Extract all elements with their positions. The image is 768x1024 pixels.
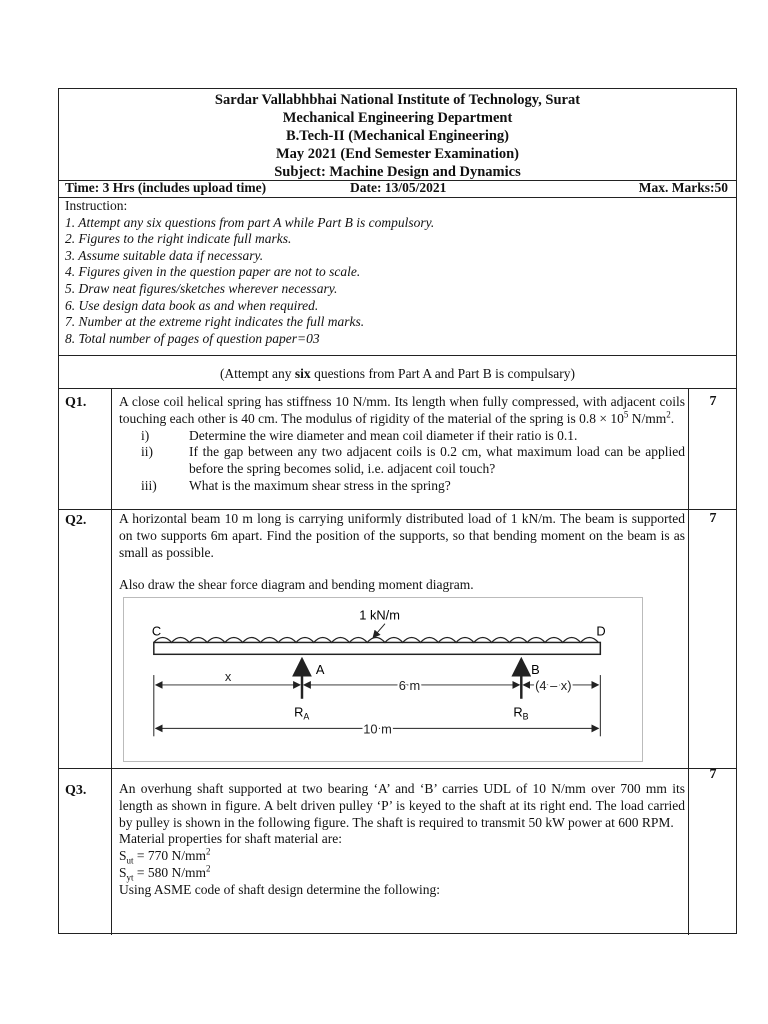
column-divider <box>111 388 112 935</box>
question-number: Q2. <box>65 513 87 528</box>
question-marks: 7 <box>709 511 717 526</box>
instructions <box>65 198 434 347</box>
instruction-item: 6. Use design data book as and when required. <box>65 297 319 313</box>
instruction-item: 4. Figures given in the question paper are not to scale. <box>65 264 361 280</box>
beam-figure <box>123 597 643 762</box>
question-2-text: A horizontal beam 10 m long is carrying uniformly distributed load of 1 kN/m. The beam is supported on two supports 6m apart. Find the position of the supports, so that bending moment on the beam is as small as possible. Also draw the shear force diagram and bending moment diagram. <box>119 511 685 593</box>
instruction-item: 7. Number at the extreme right indicates the full marks. <box>65 314 365 330</box>
instruction-item: 3. Assume suitable data if necessary. <box>65 247 264 263</box>
label-a: A <box>315 662 325 678</box>
sub-question: ii) If the gap between any two adjacent coils is 0.2 cm, what maximum load can be applied before the spring becomes solid, i.e. adjacent coil touch? <box>141 444 685 477</box>
question-number: Q1. <box>65 395 87 410</box>
subject-name: Subject: Machine Design and Dynamics <box>274 164 521 180</box>
program-name: B.Tech-II (Mechanical Engineering) <box>285 128 509 144</box>
exam-name: May 2021 (End Semester Examination) <box>275 146 519 162</box>
label-d: D <box>596 623 606 639</box>
reaction-b-label: $R_B$ <box>513 704 529 722</box>
divider <box>59 768 736 769</box>
divider <box>59 355 736 356</box>
department-name: Mechanical Engineering Department <box>282 110 513 126</box>
label-b: B <box>531 662 540 678</box>
instruction-item: 2. Figures to the right indicate full marks. <box>65 231 292 247</box>
divider <box>59 388 736 389</box>
sub-question: iii) What is the maximum shear stress in the spring? <box>141 477 451 493</box>
dim-x-label: x <box>224 668 232 684</box>
part-a-note: (Attempt any six questions from Part A and Part B is compulsary) <box>219 366 576 381</box>
exam-paper-frame <box>58 88 737 934</box>
instruction-item: 1. Attempt any six questions from part A while Part B is compulsory. <box>65 214 435 230</box>
exam-date: Date: 13/05/2021 <box>350 180 447 195</box>
sub-question: i) Determine the wire diameter and mean coil diameter if their ratio is 0.1. <box>141 427 578 443</box>
divider <box>59 509 736 510</box>
question-marks: 7 <box>709 394 717 409</box>
label-c: C <box>151 623 162 639</box>
question-1-text: A close coil helical spring has stiffness 10 N/mm. Its length when fully compressed, with adjacent coils touching each other is 40 cm. The modulus of rigidity of the material of the spring is $0.8 \times 10^5$ $N/mm^2$. i) Determine the wire diameter and mean coil diameter if their ratio is 0.1. ii) If the gap between any two adjacent coils is 0.2 cm, what maximum load can be applied before the spring becomes solid, i.e. adjacent coil touch? iii) What is the maximum shear stress in the spring? <box>119 394 685 493</box>
dim-6m-label: 6 m <box>398 677 421 693</box>
beam <box>154 642 601 654</box>
exam-time: Time: 3 Hrs (includes upload time) <box>65 180 267 195</box>
institute-name: Sardar Vallabhbhai National Institute of Technology, Surat <box>214 92 581 108</box>
load-label: 1 kN/m <box>359 607 400 623</box>
instruction-item: 5. Draw neat figures/sketches wherever necessary. <box>65 280 338 296</box>
question-marks: 7 <box>709 767 717 782</box>
load-pointer <box>373 624 385 638</box>
instruction-item: 8. Total number of pages of question paper=03 <box>65 330 320 346</box>
question-number: Q3. <box>65 783 87 798</box>
question-3-text: An overhung shaft supported at two bearing ‘A’ and ‘B’ carries UDL of 10 N/mm over 700 mm its length as shown in figure. A belt driven pulley ‘P’ is keyed to the shaft at its right end. The load carried by pulley is shown in the following figure. The shaft is required to transmit 50 kW power at 600 RPM. Material properties for shaft material are: $S_{ut} = 770$ $N/mm^2$ $S_{yt} = 580$ $N/mm^2$ Using ASME code of shaft design determine the following: <box>119 781 685 897</box>
syt-value: $S_{yt} = 580$ $N/mm^2$ <box>119 863 211 883</box>
dim-10m-label: 10 m <box>363 721 392 737</box>
max-marks: Max. Marks:50 <box>638 180 728 195</box>
sut-value: $S_{ut} = 770$ $N/mm^2$ <box>119 846 211 866</box>
column-divider <box>688 388 689 935</box>
instructions-title: Instruction: <box>65 198 128 213</box>
dim-4x-label: (4 – x) <box>535 677 572 693</box>
reaction-a-label: $R_A$ <box>294 704 310 722</box>
udl-load <box>154 638 599 643</box>
